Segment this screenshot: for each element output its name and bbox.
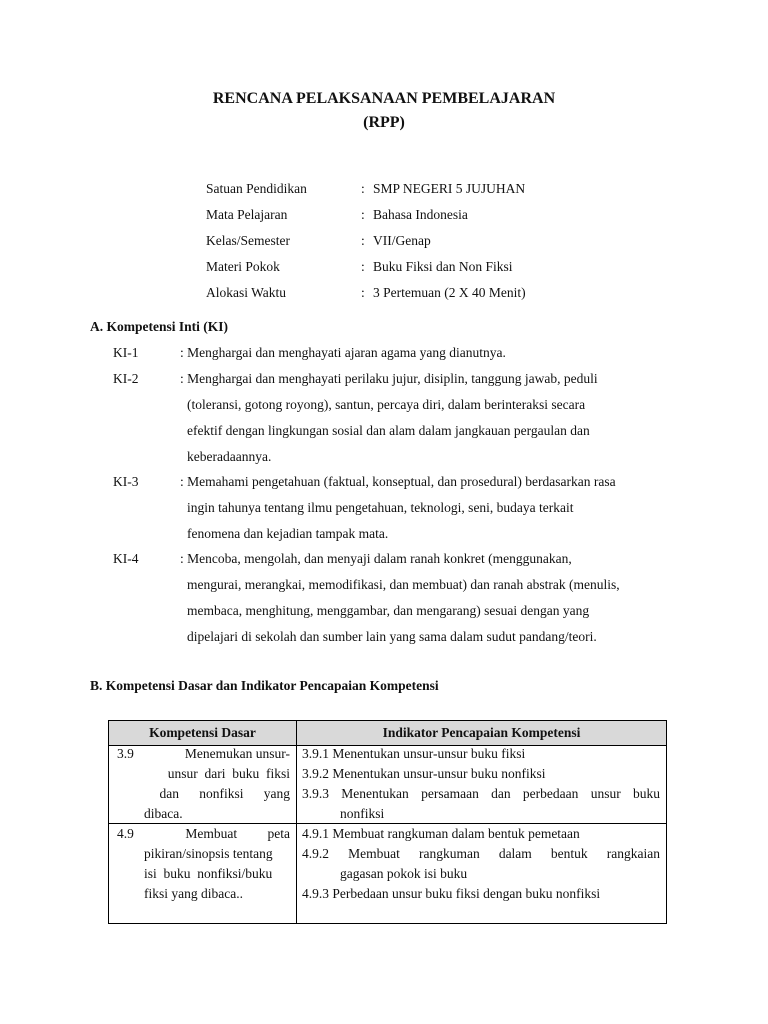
info-colon: : [361,181,365,196]
table-divider [109,823,666,824]
kd-text: unsur dari buku fiksi [167,766,290,781]
ki-text: fenomena dan kejadian tampak mata. [187,526,389,541]
kd-text: fiksi yang dibaca.. [144,886,243,901]
indicator-text: gagasan pokok isi buku [340,866,468,881]
document-title: RENCANA PELAKSANAAN PEMBELAJARAN [212,90,556,107]
info-value: SMP NEGERI 5 JUJUHAN [373,181,526,196]
info-label: Mata Pelajaran [206,207,288,222]
indicator-text: 4.9.1 Membuat rangkuman dalam bentuk pemetaan [302,826,580,841]
ki-text: keberadaannya. [187,449,272,464]
table-header-indicator: Indikator Pencapaian Kompetensi [297,721,666,746]
ki-text: membaca, menghitung, menggambar, dan mengarang) sesuai dengan yang [187,603,590,618]
info-value: Buku Fiksi dan Non Fiksi [373,259,513,274]
indicator-text: 3.9.1 Menentukan unsur-unsur buku fiksi [302,746,526,761]
kd-text: Menemukan unsur- [184,746,290,761]
section-a-heading: A. Kompetensi Inti (KI) [90,319,228,334]
ki-text: mengurai, merangkai, memodifikasi, dan membuat) dan ranah abstrak (menulis, [187,577,620,592]
kd-number: 4.9 [117,826,134,841]
info-label: Satuan Pendidikan [206,181,307,196]
ki-text: : Menghargai dan menghayati perilaku jujur, disiplin, tanggung jawab, peduli [180,371,598,386]
ki-text: dipelajari di sekolah dan sumber lain yang sama dalam sudut pandang/teori. [187,629,597,644]
info-label: Alokasi Waktu [206,285,287,300]
info-value: Bahasa Indonesia [373,207,468,222]
indicator-text: nonfiksi [340,806,385,821]
info-colon: : [361,207,365,222]
kd-text: Membuat peta [185,826,290,841]
table-divider [296,746,297,924]
ki-code: KI-2 [113,371,139,386]
kd-number: 3.9 [117,746,134,761]
info-label: Kelas/Semester [206,233,290,248]
kd-text: isi buku nonfiksi/buku [144,866,273,881]
info-colon: : [361,259,365,274]
indicator-text: 4.9.3 Perbedaan unsur buku fiksi dengan buku nonfiksi [302,886,601,901]
info-value: VII/Genap [373,233,431,248]
indicator-text: 3.9.3 Menentukan persamaan dan perbedaan unsur buku [302,786,660,801]
ki-text: : Mencoba, mengolah, dan menyaji dalam ranah konkret (menggunakan, [180,551,572,566]
table-header-kd: Kompetensi Dasar [109,721,297,746]
ki-text: : Menghargai dan menghayati ajaran agama yang dianutnya. [180,345,506,360]
ki-text: efektif dengan lingkungan sosial dan alam dalam jangkauan pergaulan dan [187,423,590,438]
ki-code: KI-1 [113,345,139,360]
info-colon: : [361,233,365,248]
kd-text: dan nonfiksi yang [159,786,290,801]
competency-table [108,720,667,924]
section-b-heading: B. Kompetensi Dasar dan Indikator Pencapaian Kompetensi [90,678,439,693]
ki-text: ingin tahunya tentang ilmu pengetahuan, teknologi, seni, budaya terkait [187,500,574,515]
info-label: Materi Pokok [206,259,280,274]
ki-text: : Memahami pengetahuan (faktual, konseptual, dan prosedural) berdasarkan rasa [180,474,616,489]
document-subtitle: (RPP) [363,114,405,131]
info-colon: : [361,285,365,300]
kd-text: pikiran/sinopsis tentang [144,846,273,861]
ki-code: KI-3 [113,474,139,489]
kd-text: dibaca. [144,806,183,821]
info-value: 3 Pertemuan (2 X 40 Menit) [373,285,526,300]
ki-code: KI-4 [113,551,139,566]
indicator-text: 3.9.2 Menentukan unsur-unsur buku nonfiksi [302,766,546,781]
ki-text: (toleransi, gotong royong), santun, percaya diri, dalam berinteraksi secara [187,397,586,412]
indicator-text: 4.9.2 Membuat rangkuman dalam bentuk rangkaian [302,846,660,861]
